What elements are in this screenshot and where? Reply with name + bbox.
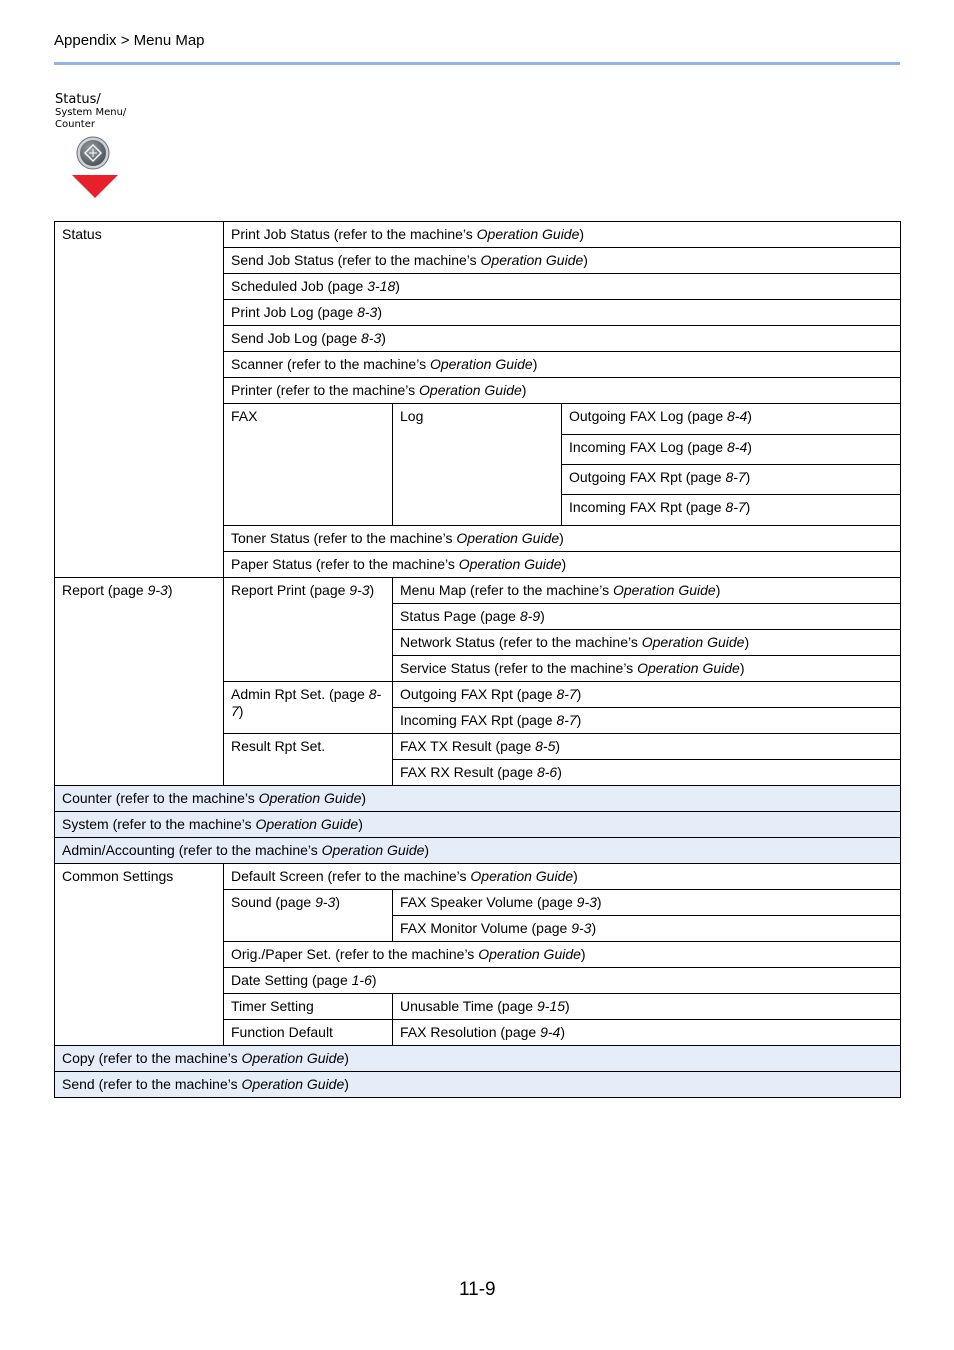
menu-item (393, 656, 901, 682)
text-pre: FAX Monitor Volume (page (400, 920, 572, 936)
text-post: ) (747, 408, 752, 424)
menu-item (224, 326, 901, 352)
text-em: Operation Guide (321, 842, 425, 858)
text-post: ) (744, 634, 750, 650)
text-pre: Network Status (refer to the machine’s (400, 634, 642, 650)
menu-item (562, 404, 901, 435)
text-pre: Sound (page (231, 894, 316, 910)
text-em: Operation Guide (429, 356, 533, 372)
text-pre: Orig./Paper Set. (refer to the machine’s (231, 946, 479, 962)
text-post: ) (576, 712, 582, 728)
text-pre: Send Job Status (refer to the machine’s (231, 252, 481, 268)
text-post: ) (377, 304, 382, 320)
text-post: ) (238, 703, 244, 719)
text-post: ) (583, 252, 588, 268)
text-pre: Scanner (refer to the machine’s (231, 356, 430, 372)
text-post: ) (371, 972, 377, 988)
table-row (55, 786, 901, 812)
menu-item (224, 552, 901, 578)
status-key-label (55, 92, 126, 131)
text-em: 8-7 (556, 712, 577, 728)
text-pre: Report Print (page (231, 582, 350, 598)
text-pre: Print Job Status (refer to the machine’s (231, 226, 477, 242)
text-pre: Scheduled Job (page (231, 278, 368, 294)
text-post: ) (369, 582, 375, 598)
text-post: ) (361, 790, 367, 806)
text-post: ) (557, 764, 562, 780)
text-post: ) (532, 356, 538, 372)
text-pre: Status Page (page (400, 608, 520, 624)
row-counter (55, 786, 901, 812)
row-admin-accounting (55, 838, 901, 864)
text-post: ) (521, 382, 527, 398)
table-row (55, 222, 901, 248)
text-em: Operation Guide (641, 634, 745, 650)
table-row (55, 578, 901, 604)
text-pre: Counter (refer to the machine’s (62, 790, 259, 806)
menu-item (393, 708, 901, 734)
row-copy (55, 1046, 901, 1072)
text-pre: Toner Status (refer to the machine’s (231, 530, 457, 546)
text-post: ) (580, 946, 586, 962)
menu-item-log: Log (393, 404, 562, 526)
text-em: 9-4 (540, 1024, 561, 1040)
text-pre: Send (refer to the machine’s (62, 1076, 242, 1092)
menu-item (224, 248, 901, 274)
text-em: 8-7 (725, 469, 746, 485)
text-post: ) (565, 998, 570, 1014)
menu-item (393, 760, 901, 786)
text-post: ) (540, 608, 545, 624)
key-label-line1: Status/ (55, 92, 101, 107)
text-em: Operation Guide (456, 530, 560, 546)
text-post: ) (358, 816, 363, 832)
text-post: ) (395, 278, 400, 294)
text-post: ) (596, 894, 602, 910)
text-em: Operation Guide (258, 790, 362, 806)
menu-item (393, 1020, 901, 1046)
table-row (55, 864, 901, 890)
text-pre: Print Job Log (page (231, 304, 358, 320)
text-em: Operation Guide (419, 382, 522, 398)
text-post: ) (344, 1050, 349, 1066)
breadcrumb: Appendix > Menu Map (54, 32, 205, 49)
text-post: ) (561, 556, 567, 572)
menu-item (224, 864, 901, 890)
text-post: ) (579, 226, 585, 242)
page-number: 11-9 (459, 1279, 496, 1300)
text-pre: Outgoing FAX Rpt (page (569, 469, 726, 485)
text-post: ) (344, 1076, 349, 1092)
text-pre: Outgoing FAX Log (page (569, 408, 727, 424)
row-label-status: Status (55, 222, 224, 578)
text-pre: Copy (refer to the machine’s (62, 1050, 242, 1066)
menu-item (393, 682, 901, 708)
menu-item-report-print (224, 578, 393, 682)
menu-item (562, 495, 901, 526)
text-em: 9-15 (536, 998, 565, 1014)
text-em: Operation Guide (476, 226, 580, 242)
menu-item-function-default: Function Default (224, 1020, 393, 1046)
text-post: ) (745, 469, 751, 485)
text-pre: Printer (refer to the machine’s (231, 382, 420, 398)
menu-item (224, 222, 901, 248)
text-em: Operation Guide (470, 868, 574, 884)
text-em: 8-5 (535, 738, 556, 754)
text-pre: FAX TX Result (page (400, 738, 536, 754)
text-em: Operation Guide (637, 660, 740, 676)
text-em: 3-18 (367, 278, 396, 294)
text-pre: Unusable Time (page (400, 998, 537, 1014)
menu-item (224, 300, 901, 326)
text-pre: Default Screen (refer to the machine’s (231, 868, 471, 884)
text-post: ) (715, 582, 721, 598)
text-em: 9-3 (147, 582, 168, 598)
text-pre: Report (page (62, 582, 148, 598)
text-em: Operation Guide (478, 946, 581, 962)
text-post: ) (167, 582, 173, 598)
text-post: ) (424, 842, 430, 858)
row-system (55, 812, 901, 838)
menu-item (393, 734, 901, 760)
menu-item (224, 378, 901, 404)
text-em: 8-4 (727, 439, 748, 455)
menu-item-fax: FAX (224, 404, 393, 526)
menu-item (562, 465, 901, 495)
table-row (55, 1072, 901, 1098)
row-label-common-settings: Common Settings (55, 864, 224, 1046)
menu-item (393, 604, 901, 630)
text-pre: Incoming FAX Log (page (569, 439, 727, 455)
text-pre: Incoming FAX Rpt (page (569, 499, 726, 515)
arrow-down-icon (72, 175, 118, 198)
text-em: Operation Guide (458, 556, 562, 572)
text-em: 8-7 (725, 499, 746, 515)
text-post: ) (381, 330, 386, 346)
text-em: 9-3 (571, 920, 592, 936)
text-pre: Menu Map (refer to the machine’s (400, 582, 613, 598)
text-pre: System (refer to the machine’s (62, 816, 256, 832)
text-em: Operation Guide (241, 1050, 345, 1066)
text-post: ) (335, 894, 340, 910)
menu-item (393, 578, 901, 604)
key-label-line3: Counter (55, 119, 95, 130)
text-em: 8-4 (727, 408, 748, 424)
text-pre: Send Job Log (page (231, 330, 361, 346)
text-em: 8-7 (231, 686, 382, 719)
text-em: Operation Guide (480, 252, 584, 268)
text-em: 1-6 (351, 972, 372, 988)
status-key-icon (76, 136, 110, 170)
header-rule (54, 62, 900, 65)
menu-item (393, 630, 901, 656)
text-em: Operation Guide (241, 1076, 345, 1092)
text-post: ) (559, 530, 564, 546)
text-post: ) (560, 1024, 565, 1040)
text-pre: Outgoing FAX Rpt (page (400, 686, 557, 702)
menu-item-sound (224, 890, 393, 942)
menu-item-result-rpt-set: Result Rpt Set. (224, 734, 393, 786)
menu-item (224, 942, 901, 968)
menu-item (224, 352, 901, 378)
text-pre: FAX Resolution (page (400, 1024, 541, 1040)
menu-item-timer-setting: Timer Setting (224, 994, 393, 1020)
text-em: 8-7 (556, 686, 577, 702)
table-row (55, 812, 901, 838)
text-post: ) (747, 439, 752, 455)
menu-item (224, 526, 901, 552)
menu-item (393, 994, 901, 1020)
text-post: ) (576, 686, 582, 702)
text-pre: Date Setting (page (231, 972, 352, 988)
text-post: ) (573, 868, 578, 884)
menu-item (224, 968, 901, 994)
text-pre: Paper Status (refer to the machine’s (231, 556, 459, 572)
text-pre: Admin/Accounting (refer to the machine’s (62, 842, 322, 858)
row-send (55, 1072, 901, 1098)
text-post: ) (591, 920, 597, 936)
text-pre: Service Status (refer to the machine’s (400, 660, 638, 676)
text-em: 9-3 (315, 894, 336, 910)
menu-item (393, 890, 901, 916)
text-pre: FAX Speaker Volume (page (400, 894, 577, 910)
text-post: ) (739, 660, 745, 676)
text-em: Operation Guide (612, 582, 716, 598)
menu-item-admin-rpt-set (224, 682, 393, 734)
key-label-line2: System Menu/ (55, 107, 127, 118)
row-label-report (55, 578, 224, 786)
menu-item (393, 916, 901, 942)
menu-item (562, 435, 901, 465)
text-em: 9-3 (576, 894, 597, 910)
table-row (55, 1046, 901, 1072)
text-em: 8-3 (357, 304, 378, 320)
text-post: ) (555, 738, 561, 754)
text-em: 8-3 (361, 330, 382, 346)
menu-item (224, 274, 901, 300)
text-em: 9-3 (349, 582, 370, 598)
text-pre: Incoming FAX Rpt (page (400, 712, 557, 728)
text-post: ) (745, 499, 751, 515)
text-pre: Admin Rpt Set. (page (231, 686, 369, 702)
text-em: 8-9 (519, 608, 541, 624)
text-em: Operation Guide (255, 816, 359, 832)
text-pre: FAX RX Result (page (400, 764, 537, 780)
text-em: 8-6 (536, 764, 558, 780)
menu-map-table (54, 221, 901, 1098)
table-row (55, 838, 901, 864)
